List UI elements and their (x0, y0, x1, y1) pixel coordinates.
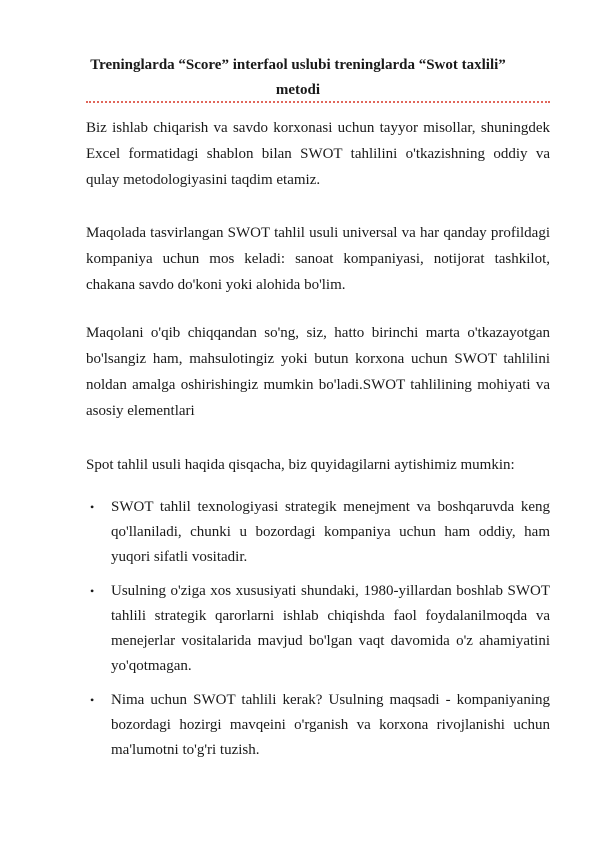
bullet-icon: • (90, 693, 95, 707)
document-title: Treninglarda “Score” interfaol uslubi treninglarda “Swot taxlili” metodi (90, 57, 506, 98)
list-item-text: Usulning o'ziga xos xususiyati shundaki, 1980-yillardan boshlab SWOT tahlili strategik qarorlarni ishlab chiqishda faol foydalanilmoqda va menejerlar vositalarida mavjud bo'lgan vaqt davomida o'z ahamiyatini yo'qotmagan. (111, 583, 550, 674)
paragraph-intro: Biz ishlab chiqarish va savdo korxonasi uchun tayyor misollar, shuningdek Excel formatidagi shablon bilan SWOT tahlilini o'tkazishning oddiy va qulay metodologiyasini taqdim etamiz. (86, 120, 550, 188)
bullet-list (86, 495, 550, 763)
bullet-icon: • (90, 584, 95, 598)
title-divider (86, 101, 550, 103)
list-item (86, 579, 550, 679)
bullet-icon: • (90, 500, 95, 514)
paragraph-universal: Maqolada tasvirlangan SWOT tahlil usuli universal va har qanday profildagi kompaniya uchun mos keladi: sanoat kompaniyasi, notijorat tashkilot, chakana savdo do'koni yoki alohida bo'lim. (86, 225, 550, 293)
paragraph-after-reading: Maqolani o'qib chiqqandan so'ng, siz, hatto birinchi marta o'tkazayotgan bo'lsangiz ham, mahsulotingiz yoki butun korxona uchun SWOT tahlilini noldan amalga oshirishingiz mumkin bo'ladi.SWOT tahlilining mohiyati va asosiy elementlari (86, 325, 550, 419)
list-item (86, 688, 550, 763)
list-item-text: Nima uchun SWOT tahlili kerak? Usulning maqsadi - kompaniyaning bozordagi hozirgi mavqeini o'rganish va korxona rivojlanishi uchun ma'lumotni to'g'ri tuzish. (111, 692, 550, 758)
list-item (86, 495, 550, 570)
paragraph-summary-lead: Spot tahlil usuli haqida qisqacha, biz quyidagilarni aytishimiz mumkin: (86, 457, 515, 473)
list-item-text: SWOT tahlil texnologiyasi strategik menejment va boshqaruvda keng qo'llaniladi, chunki u bozordagi kompaniya uchun ham oddiy, ham yuqori sifatli vositadir. (111, 499, 550, 565)
